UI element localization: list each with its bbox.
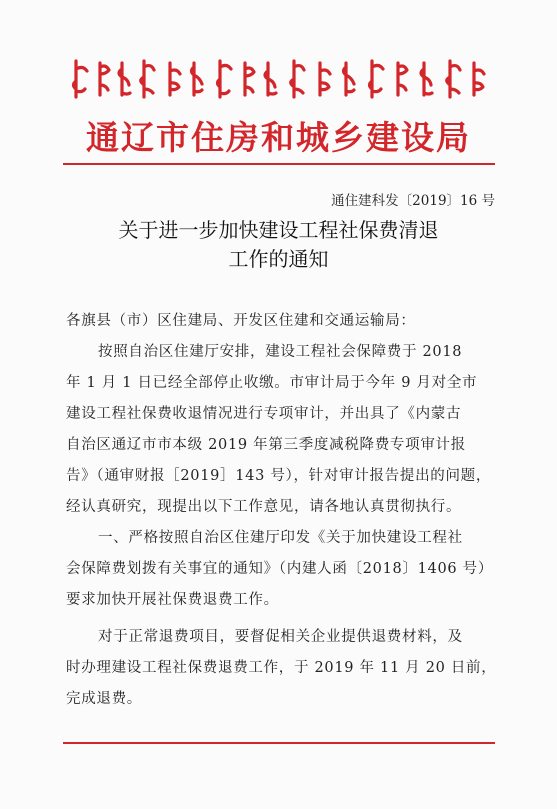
- body-line: 时办理建设工程社保费退费工作，于 2019 年 11 月 20 日前，: [66, 660, 497, 676]
- footer-divider: [63, 742, 495, 744]
- body-line: 年 1 月 1 日已经全部停止收缴。市审计局于今年 9 月对全市: [66, 375, 478, 391]
- body-line: 建设工程社保费收退情况进行专项审计，并出具了《内蒙古: [66, 406, 462, 422]
- body-line: 一、严格按照自治区住建厅印发《关于加快建设工程社: [98, 530, 463, 546]
- addressee: 各旗县（市）区住建局、开发区住建和交通运输局：: [66, 313, 416, 329]
- agency-name: 通辽市住房和城乡建设局: [86, 121, 471, 157]
- header-divider: [63, 163, 495, 165]
- body-line: 自治区通辽市市本级 2019 年第三季度减税降费专项审计报: [66, 437, 466, 453]
- body-line: 会保障费划拨有关事宜的通知》（内建人函〔2018〕1406 号）: [66, 561, 494, 577]
- document-number: 通住建科发〔2019〕16 号: [331, 193, 495, 209]
- mongolian-script-header: [70, 55, 495, 103]
- body-line: 对于正常退费项目，要督促相关企业提供退费材料，及: [98, 629, 463, 645]
- body-line: 按照自治区住建厅安排，建设工程社会保障费于 2018: [98, 344, 463, 360]
- document-title-line-2: 工作的通知: [228, 247, 329, 271]
- body-line: 告》（通审财报［2019］143 号），针对审计报告提出的问题，: [66, 468, 492, 484]
- body-line: 要求加快开展社保费退费工作。: [66, 592, 279, 608]
- document-title-line-1: 关于进一步加快建设工程社保费清退: [118, 218, 439, 242]
- body-line: 完成退费。: [66, 691, 142, 707]
- body-line: 经认真研究，现提出以下工作意见，请各地认真贯彻执行。: [66, 499, 462, 515]
